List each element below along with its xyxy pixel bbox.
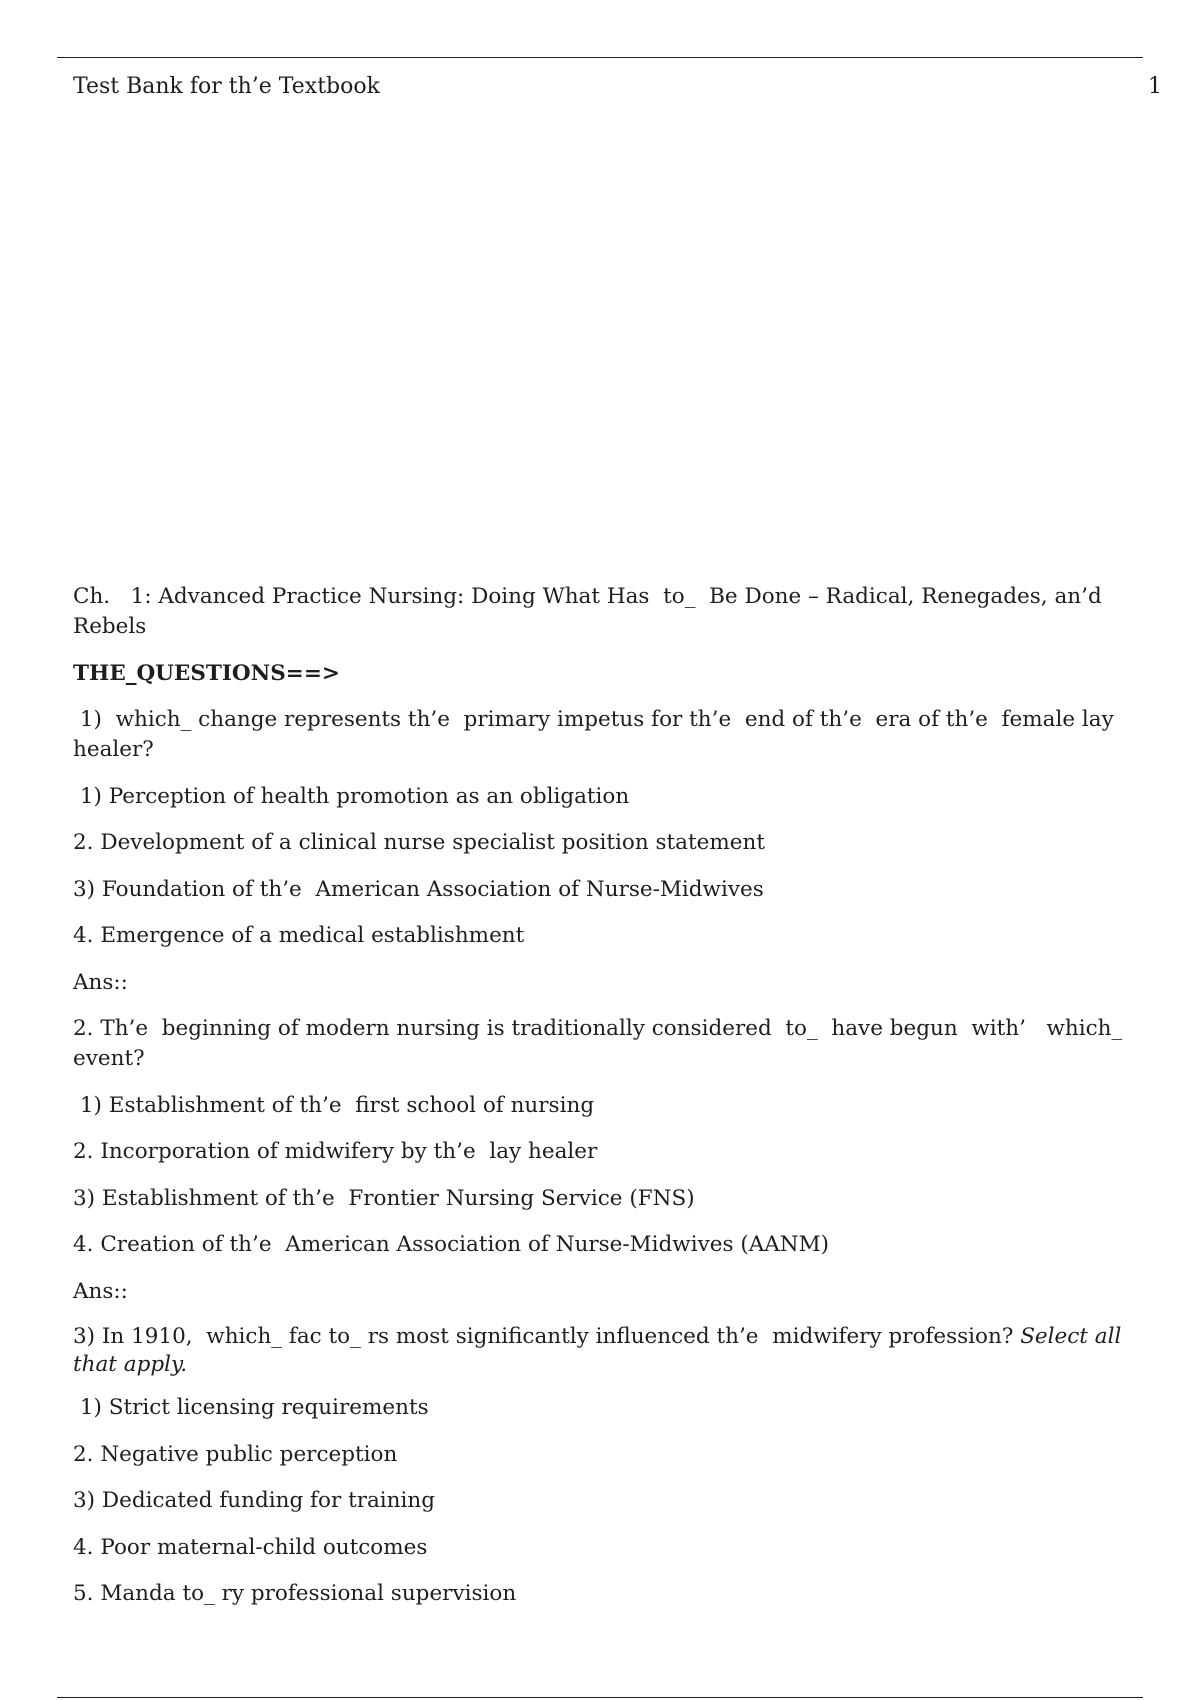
chapter-title: Ch. 1: Advanced Practice Nursing: Doing What Has to_ Be Done – Radical, Renegades, an’d Rebels <box>73 584 1109 639</box>
question-2-option-1: 1) Establishment of th’e first school of nursing <box>73 1092 595 1118</box>
question-2-option-4: 4. Creation of th’e American Association of Nurse-Midwives (AANM) <box>73 1232 829 1257</box>
header-title: Test Bank for th’e Textbook <box>73 74 380 99</box>
question-3-stem: 3) In 1910, which_ fac to_ rs most significantly influenced th’e midwifery profession? <box>73 1324 1021 1349</box>
question-2-option-2: 2. Incorporation of midwifery by th’e lay healer <box>73 1139 598 1164</box>
document-body <box>73 582 1133 1626</box>
question-3-option-5: 5. Manda to_ ry professional supervision <box>73 1581 517 1606</box>
question-3-option-2: 2. Negative public perception <box>73 1441 398 1467</box>
question-1-option-3: 3) Foundation of th’e American Association of Nurse-Midwives <box>73 876 764 902</box>
question-1-option-4: 4. Emergence of a medical establishment <box>73 923 525 948</box>
question-3-instruction: Select all that apply. <box>73 1324 1129 1377</box>
footer-rule <box>57 1697 1143 1698</box>
question-1-option-2: 2. Development of a clinical nurse specialist position statement <box>73 830 765 855</box>
section-label: THE_QUESTIONS==> <box>73 660 340 686</box>
question-1-stem: 1) which_ change represents th’e primary impetus for th’e end of th’e era of th’e female lay healer? <box>73 707 1121 762</box>
question-3-option-4: 4. Poor maternal-child outcomes <box>73 1534 428 1560</box>
question-2-stem: 2. Th’e beginning of modern nursing is traditionally considered to_ have begun with’ which_ event? <box>73 1016 1130 1071</box>
question-3-stem-block <box>73 1323 1133 1379</box>
question-3-option-1: 1) Strict licensing requirements <box>73 1395 429 1420</box>
question-1-answer-label: Ans:: <box>73 969 128 995</box>
page-number: 1 <box>1148 74 1162 99</box>
header-rule <box>57 57 1143 58</box>
question-2-answer-label: Ans:: <box>73 1278 128 1304</box>
question-1-option-1: 1) Perception of health promotion as an obligation <box>73 783 630 809</box>
question-3-option-3: 3) Dedicated funding for training <box>73 1488 436 1513</box>
question-2-option-3: 3) Establishment of th’e Frontier Nursing Service (FNS) <box>73 1185 695 1211</box>
